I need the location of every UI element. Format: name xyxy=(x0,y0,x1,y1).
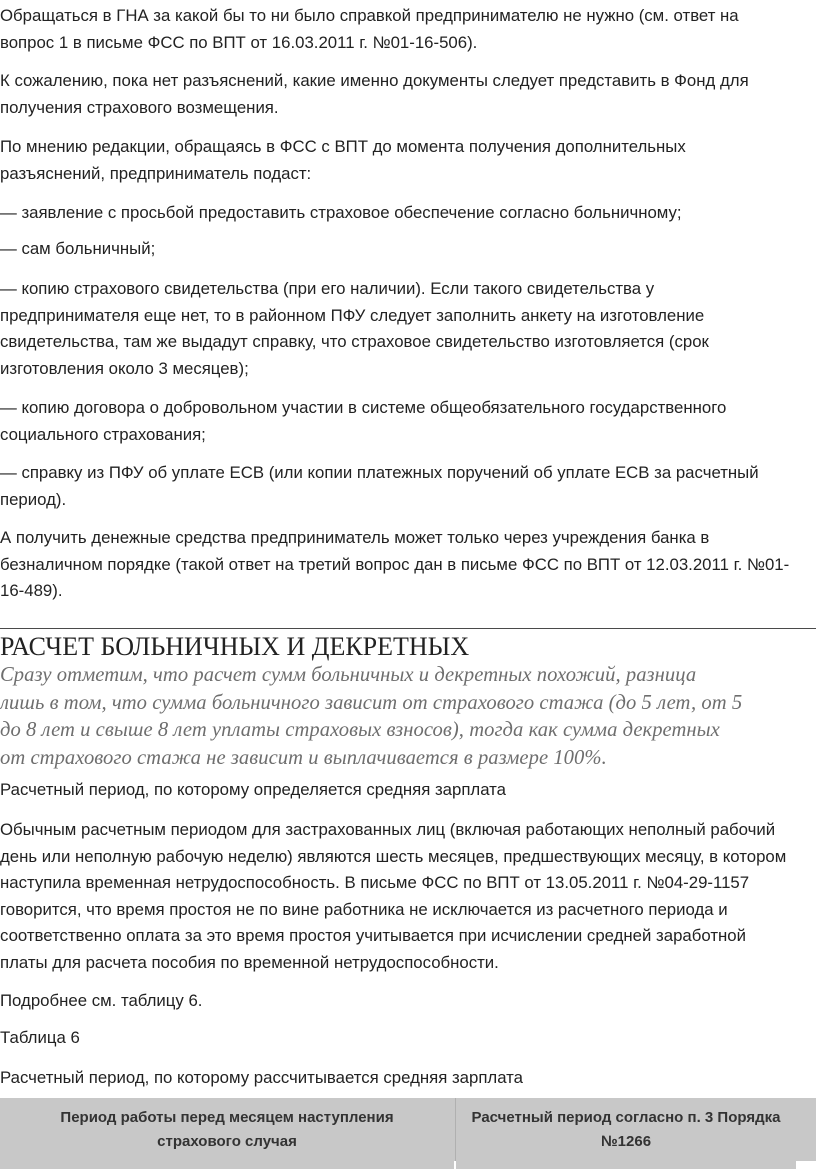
list-item-application: — заявление с просьбой предоставить страховое обеспечение согласно больничному; xyxy=(0,203,682,222)
list-item-esv-certificate: — справку из ПФУ об уплате ЕСВ (или копии платежных поручений об уплате ЕСВ за расчетный период). xyxy=(0,463,759,509)
list-item-voluntary-contract: — копию договора о добровольном участии в системе общеобязательного государственного социального страхования; xyxy=(0,398,727,444)
table-caption-number: Таблица 6 xyxy=(0,1028,80,1047)
subheading-calculation-period: Расчетный период, по которому определяется средняя зарплата xyxy=(0,780,506,799)
paragraph-gna-reference: Обращаться в ГНА за какой бы то ни было справкой предпринимателю не нужно (см. ответ на вопрос 1 в письме ФСС по ВПТ от 16.03.2011 г. №01-16-506). xyxy=(0,6,739,52)
section-heading: РАСЧЕТ БОЛЬНИЧНЫХ И ДЕКРЕТНЫХ xyxy=(0,632,470,661)
table-caption-title: Расчетный период, по которому рассчитывается средняя зарплата xyxy=(0,1068,524,1087)
section-lead-text: Сразу отметим, что расчет сумм больничных и декретных похожий, разница лишь в том, что сумма больничного зависит от страхового стажа (до 5 лет, от 5 до 8 лет и свыше 8 лет уплаты страховых взносов), тогда как сумма декретных от страхового стажа не зависит и выплачивается в размере 100%. xyxy=(0,664,743,769)
paragraph-editorial-opinion: По мнению редакции, обращаясь в ФСС с ВПТ до момента получения дополнительных разъяснений, предприниматель подаст: xyxy=(0,137,686,183)
table-header-cell-work-period: Период работы перед месяцем наступления страхового случая xyxy=(0,1098,454,1169)
paragraph-no-clarifications: К сожалению, пока нет разъяснений, какие именно документы следует представить в Фонд для получения страхового возмещения. xyxy=(0,71,749,117)
calculation-period-table xyxy=(0,1098,816,1161)
list-item-sick-note: — сам больничный; xyxy=(0,239,156,258)
paragraph-see-table: Подробнее см. таблицу 6. xyxy=(0,991,203,1010)
section-divider xyxy=(0,628,816,629)
list-item-insurance-certificate: — копию страхового свидетельства (при его наличии). Если такого свидетельства у предпринимателя еще нет, то в районном ПФУ следует заполнить анкету на изготовление свидетельства, там же выдадут справку, что страховое свидетельство изготовляется (срок изготовления около 3 месяцев); xyxy=(0,279,709,378)
paragraph-standard-period: Обычным расчетным периодом для застрахованных лиц (включая работающих неполный рабочий день или неполную рабочую неделю) являются шесть месяцев, предшествующих месяцу, в котором наступила временная нетрудоспособность. В письме ФСС по ВПТ от 13.05.2011 г. №04-29-1157 говорится, что время простоя не по вине работника не исключается из расчетного периода и соответственно оплата за это время простоя учитывается при исчислении средней заработной платы для расчета пособия по временной нетрудоспособности. xyxy=(0,820,787,972)
table-header-cell-calculation-period: Расчетный период согласно п. 3 Порядка №1266 xyxy=(456,1098,796,1169)
paragraph-bank-payment: А получить денежные средства предприниматель может только через учреждения банка в безналичном порядке (такой ответ на третий вопрос дан в письме ФСС по ВПТ от 12.03.2011 г. №01- 16-489). xyxy=(0,528,790,600)
